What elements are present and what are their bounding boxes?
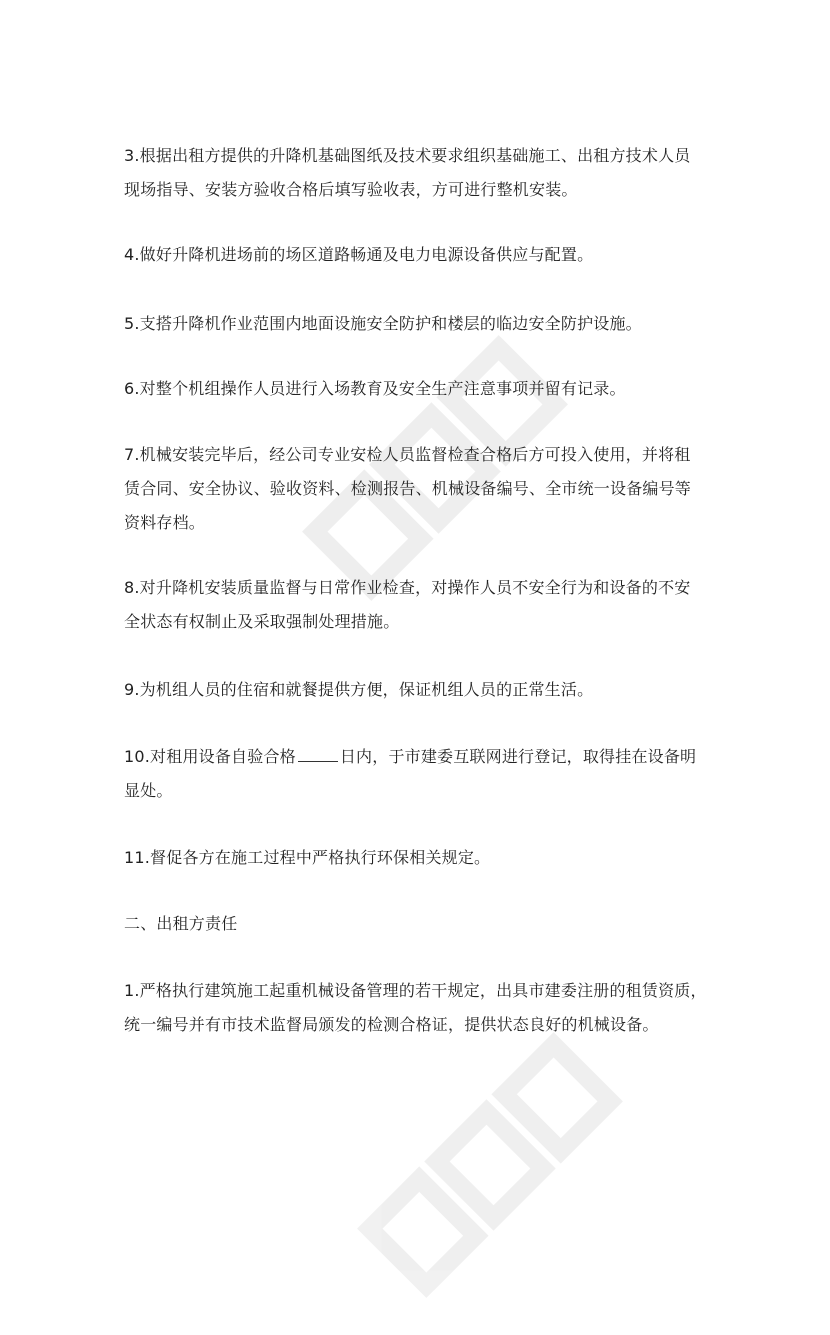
section-heading-lessor-responsibility: 二、出租方责任 xyxy=(124,914,238,933)
fill-in-blank xyxy=(298,747,338,762)
section2-paragraph-item-1: 1.严格执行建筑施工起重机械设备管理的若干规定，出具市建委注册的租赁资质， 统一编号并有市技术监督局颁发的检测合格证，提供状态良好的机械设备。 xyxy=(124,981,707,1034)
paragraph-item-10-after: 日内，于市建委互联网进行登记，取得挂在设备明 显处。 xyxy=(124,747,697,800)
paragraph-item-5: 5.支搭升降机作业范围内地面设施安全防护和楼层的临边安全防护设施。 xyxy=(124,314,642,333)
paragraph-item-7: 7.机械安装完毕后，经公司专业安检人员监督检查合格后方可投入使用，并将租 赁合同、安全协议、验收资料、检测报告、机械设备编号、全市统一设备编号等 资料存档。 xyxy=(124,445,692,532)
paragraph-item-6: 6.对整个机组操作人员进行入场教育及安全生产注意事项并留有记录。 xyxy=(124,379,626,398)
watermark-logo-bottom-icon xyxy=(320,995,659,1334)
paragraph-item-10-before: 10.对租用设备自验合格 xyxy=(124,747,296,766)
paragraph-item-4: 4.做好升降机进场前的场区道路畅通及电力电源设备供应与配置。 xyxy=(124,245,594,264)
paragraph-item-11: 11.督促各方在施工过程中严格执行环保相关规定。 xyxy=(124,848,491,867)
paragraph-item-10 xyxy=(124,740,724,808)
paragraph-item-9: 9.为机组人员的住宿和就餐提供方便，保证机组人员的正常生活。 xyxy=(124,680,594,699)
paragraph-item-8: 8.对升降机安装质量监督与日常作业检查，对操作人员不安全行为和设备的不安 全状态有权制止及采取强制处理措施。 xyxy=(124,578,691,631)
paragraph-item-3: 3.根据出租方提供的升降机基础图纸及技术要求组织基础施工、出租方技术人员 现场指导、安装方验收合格后填写验收表，方可进行整机安装。 xyxy=(124,146,691,199)
